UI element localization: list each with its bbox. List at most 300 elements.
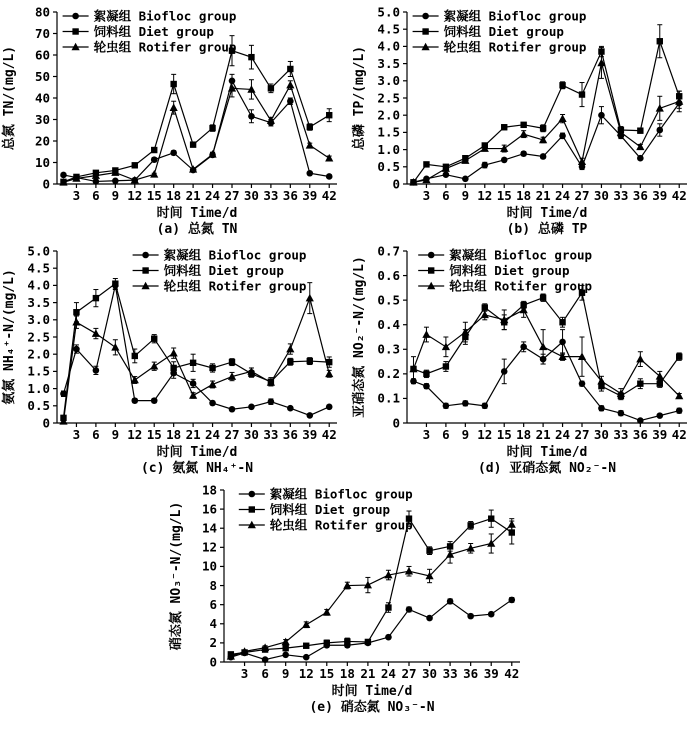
circle-marker xyxy=(287,405,294,412)
circle-marker xyxy=(73,346,80,353)
square-marker xyxy=(501,124,507,130)
x-tick-label: 30 xyxy=(593,188,609,203)
y-tick-label: 10 xyxy=(201,558,217,574)
x-tick-label: 39 xyxy=(302,427,318,442)
y-tick-label: 5.0 xyxy=(377,4,400,20)
square-marker xyxy=(559,82,565,88)
square-marker xyxy=(190,360,196,366)
series-line xyxy=(413,63,679,182)
triangle-marker xyxy=(405,567,413,575)
x-tick-label: 36 xyxy=(632,188,648,203)
y-tick-label: 0.5 xyxy=(377,292,400,308)
y-tick-label: 1.5 xyxy=(377,124,400,140)
legend xyxy=(413,9,587,55)
square-marker xyxy=(142,267,148,273)
circle-marker xyxy=(229,406,236,413)
triangle-marker xyxy=(72,318,80,326)
x-tick-label: 33 xyxy=(613,188,629,203)
chart-d-xlabel: 时间 Time/d xyxy=(506,445,588,460)
x-tick-label: 42 xyxy=(504,666,520,681)
legend xyxy=(418,248,592,294)
legend-label: 饲料组 Diet group xyxy=(93,24,214,39)
y-tick-label: 0.2 xyxy=(377,366,400,382)
circle-marker xyxy=(268,398,275,405)
circle-marker xyxy=(423,383,430,390)
y-tick-label: 4.5 xyxy=(377,21,400,37)
x-tick-label: 42 xyxy=(671,427,687,442)
square-marker xyxy=(151,336,157,342)
x-tick-label: 15 xyxy=(146,427,162,442)
x-tick-label: 6 xyxy=(92,427,100,442)
chart-panel-c xyxy=(0,241,350,480)
x-tick-label: 39 xyxy=(483,666,499,681)
circle-marker xyxy=(520,344,527,351)
chart-e-caption: (e) 硝态氮 NO₃⁻-N xyxy=(309,700,435,715)
triangle-marker xyxy=(325,370,333,378)
x-tick-label: 39 xyxy=(652,427,668,442)
square-marker xyxy=(324,640,330,646)
series-triangle xyxy=(59,283,333,425)
series-line xyxy=(231,600,512,660)
square-marker xyxy=(385,604,391,610)
square-marker xyxy=(170,365,176,371)
x-tick-label: 21 xyxy=(185,188,201,203)
triangle-marker xyxy=(636,355,644,363)
circle-marker xyxy=(501,157,508,164)
circle-marker xyxy=(481,162,488,169)
legend-label: 轮虫组 Rotifer group xyxy=(449,278,593,294)
y-tick-label: 4.0 xyxy=(377,38,400,54)
y-tick-label: 18 xyxy=(201,482,217,498)
triangle-marker xyxy=(286,81,294,89)
triangle-marker xyxy=(150,362,158,370)
circle-marker xyxy=(142,252,149,259)
x-tick-label: 24 xyxy=(380,666,396,681)
figure-row-1 xyxy=(0,2,700,241)
legend xyxy=(63,9,237,55)
y-tick-label: 4.0 xyxy=(27,277,50,293)
x-tick-label: 24 xyxy=(205,427,221,442)
y-tick-label: 0.5 xyxy=(27,398,50,414)
circle-marker xyxy=(618,410,625,417)
circle-marker xyxy=(248,404,255,411)
figure-row-3 xyxy=(0,480,700,719)
legend-label: 絮凝组 Biofloc group xyxy=(443,8,587,24)
square-marker xyxy=(423,161,429,167)
triangle-marker xyxy=(558,114,566,122)
x-tick-label: 33 xyxy=(263,188,279,203)
y-tick-label: 80 xyxy=(34,4,50,20)
chart-e-xlabel: 时间 Time/d xyxy=(331,684,413,699)
square-marker xyxy=(287,66,293,72)
legend-label: 絮凝组 Biofloc group xyxy=(449,247,593,263)
circle-marker xyxy=(170,150,177,157)
triangle-marker xyxy=(325,154,333,162)
y-tick-label: 2.5 xyxy=(27,329,50,345)
circle-marker xyxy=(303,654,310,661)
legend-label: 絮凝组 Biofloc group xyxy=(163,247,307,263)
square-marker xyxy=(326,112,332,118)
chart-a-caption: (a) 总氮 TN xyxy=(156,222,238,237)
square-marker xyxy=(73,309,79,315)
circle-marker xyxy=(579,380,586,387)
square-marker xyxy=(190,141,196,147)
y-axis-label: 亚硝态氮 NO₂⁻-N/(mg/L) xyxy=(352,256,367,418)
circle-marker xyxy=(426,615,433,622)
chart-b-caption: (b) 总磷 TP xyxy=(506,222,588,237)
y-tick-label: 0.1 xyxy=(377,390,400,406)
y-tick-label: 1.0 xyxy=(377,141,400,157)
x-tick-label: 39 xyxy=(652,188,668,203)
x-tick-label: 12 xyxy=(127,427,143,442)
square-marker xyxy=(307,124,313,130)
x-tick-label: 27 xyxy=(574,427,590,442)
square-marker xyxy=(229,359,235,365)
y-tick-label: 1.5 xyxy=(27,363,50,379)
triangle-marker xyxy=(508,520,516,528)
legend-label: 饲料组 Diet group xyxy=(449,263,570,278)
square-marker xyxy=(637,380,643,386)
x-tick-label: 9 xyxy=(111,427,120,442)
x-tick-label: 21 xyxy=(360,666,376,681)
triangle-marker xyxy=(150,170,158,178)
y-tick-label: 2.0 xyxy=(27,346,50,362)
x-tick-label: 36 xyxy=(282,188,298,203)
square-marker xyxy=(209,365,215,371)
square-marker xyxy=(132,162,138,168)
chart-b-canvas xyxy=(350,2,700,206)
legend-label: 轮虫组 Rotifer group xyxy=(163,278,307,294)
x-tick-label: 3 xyxy=(240,666,249,681)
y-tick-label: 0 xyxy=(392,415,400,431)
chart-a-xlabel: 时间 Time/d xyxy=(156,206,238,221)
legend-label: 絮凝组 Biofloc group xyxy=(93,8,237,24)
x-tick-label: 21 xyxy=(535,427,551,442)
circle-marker xyxy=(443,171,450,178)
x-tick-label: 27 xyxy=(574,188,590,203)
circle-marker xyxy=(462,176,469,183)
chart-b-xlabel: 时间 Time/d xyxy=(506,206,588,221)
circle-marker xyxy=(422,13,429,20)
chart-panel-e xyxy=(167,480,533,719)
x-tick-label: 33 xyxy=(613,427,629,442)
circle-marker xyxy=(481,403,488,410)
circle-marker xyxy=(656,412,663,419)
triangle-marker xyxy=(636,143,644,151)
x-tick-label: 18 xyxy=(516,427,532,442)
square-marker xyxy=(428,267,434,273)
circle-marker xyxy=(306,412,313,419)
circle-marker xyxy=(488,611,495,618)
circle-marker xyxy=(60,172,67,179)
circle-marker xyxy=(151,156,158,163)
circle-marker xyxy=(131,397,138,404)
x-tick-label: 30 xyxy=(422,666,438,681)
square-marker xyxy=(637,127,643,133)
circle-marker xyxy=(508,597,515,604)
chart-c-caption: (c) 氨氮 NH₄⁺-N xyxy=(140,461,254,476)
square-marker xyxy=(559,319,565,325)
square-marker xyxy=(93,295,99,301)
circle-marker xyxy=(676,407,683,414)
circle-marker xyxy=(559,133,566,140)
circle-marker xyxy=(385,634,392,641)
triangle-marker xyxy=(520,130,528,138)
chart-d-caption: (d) 亚硝态氮 NO₂⁻-N xyxy=(477,461,617,476)
circle-marker xyxy=(520,150,527,157)
y-tick-label: 8 xyxy=(209,577,217,593)
circle-marker xyxy=(406,606,413,613)
triangle-marker xyxy=(170,103,178,111)
y-tick-label: 3.0 xyxy=(27,312,50,328)
x-tick-label: 18 xyxy=(166,188,182,203)
figure-row-2 xyxy=(0,241,700,480)
y-tick-label: 10 xyxy=(34,154,50,170)
x-tick-label: 3 xyxy=(422,427,431,442)
chart-panel-d xyxy=(350,241,700,480)
x-tick-label: 9 xyxy=(461,427,470,442)
x-tick-label: 18 xyxy=(166,427,182,442)
legend xyxy=(133,248,307,294)
y-axis-label: 氨氮 NH₄⁺-N/(mg/L) xyxy=(2,269,17,405)
circle-marker xyxy=(501,368,508,375)
square-marker xyxy=(488,515,494,521)
square-marker xyxy=(365,639,371,645)
series-triangle xyxy=(227,519,516,660)
legend xyxy=(239,487,413,533)
chart-a-canvas xyxy=(0,2,350,206)
triangle-marker xyxy=(302,620,310,628)
y-tick-label: 2.0 xyxy=(377,107,400,123)
triangle-marker xyxy=(442,343,450,351)
square-marker xyxy=(170,81,176,87)
x-tick-label: 36 xyxy=(463,666,479,681)
y-tick-label: 2.5 xyxy=(377,90,400,106)
y-tick-label: 50 xyxy=(34,68,50,84)
y-tick-label: 5.0 xyxy=(27,243,50,259)
y-tick-label: 60 xyxy=(34,47,50,63)
circle-marker xyxy=(190,380,197,387)
square-marker xyxy=(540,125,546,131)
x-tick-label: 21 xyxy=(185,427,201,442)
circle-marker xyxy=(151,397,158,404)
x-tick-label: 15 xyxy=(146,188,162,203)
triangle-marker xyxy=(422,330,430,338)
triangle-marker xyxy=(306,141,314,149)
x-tick-label: 24 xyxy=(205,188,221,203)
square-marker xyxy=(249,506,255,512)
circle-marker xyxy=(248,113,255,120)
x-tick-label: 36 xyxy=(282,427,298,442)
y-tick-label: 3.5 xyxy=(27,294,50,310)
triangle-marker xyxy=(189,391,197,399)
circle-marker xyxy=(287,98,294,105)
circle-marker xyxy=(637,155,644,162)
y-tick-label: 0 xyxy=(42,415,50,431)
y-tick-label: 40 xyxy=(34,90,50,106)
square-marker xyxy=(657,38,663,44)
circle-marker xyxy=(447,598,454,605)
circle-marker xyxy=(637,417,644,424)
x-tick-label: 3 xyxy=(72,188,81,203)
x-tick-label: 24 xyxy=(555,427,571,442)
square-marker xyxy=(287,359,293,365)
series-line xyxy=(231,519,512,655)
triangle-marker xyxy=(111,343,119,351)
x-tick-label: 6 xyxy=(261,666,269,681)
circle-marker xyxy=(209,400,216,407)
chart-c-canvas xyxy=(0,241,350,445)
y-tick-label: 16 xyxy=(201,501,217,517)
y-tick-label: 1.0 xyxy=(27,380,50,396)
square-marker xyxy=(209,125,215,131)
square-marker xyxy=(520,122,526,128)
x-tick-label: 6 xyxy=(442,427,450,442)
x-tick-label: 15 xyxy=(496,427,512,442)
triangle-marker xyxy=(208,380,216,388)
legend-label: 饲料组 Diet group xyxy=(163,263,284,278)
x-tick-label: 9 xyxy=(281,666,290,681)
chart-panel-a xyxy=(0,2,350,241)
x-tick-label: 33 xyxy=(442,666,458,681)
x-tick-label: 30 xyxy=(593,427,609,442)
legend-label: 轮虫组 Rotifer group xyxy=(93,39,237,55)
x-tick-label: 30 xyxy=(243,427,259,442)
square-marker xyxy=(151,147,157,153)
y-tick-label: 20 xyxy=(34,133,50,149)
circle-marker xyxy=(598,405,605,412)
x-tick-label: 36 xyxy=(632,427,648,442)
triangle-marker xyxy=(306,294,314,302)
y-tick-label: 0 xyxy=(42,176,50,192)
square-marker xyxy=(132,353,138,359)
legend-label: 饲料组 Diet group xyxy=(269,502,391,517)
square-marker xyxy=(282,645,288,651)
x-tick-label: 21 xyxy=(535,188,551,203)
x-tick-label: 12 xyxy=(127,188,143,203)
circle-marker xyxy=(93,367,100,374)
y-tick-label: 6 xyxy=(209,596,217,612)
triangle-marker xyxy=(92,329,100,337)
legend-label: 絮凝组 Biofloc group xyxy=(269,486,413,502)
x-tick-label: 3 xyxy=(72,427,81,442)
series-circle xyxy=(228,597,516,663)
circle-marker xyxy=(540,153,547,160)
y-tick-label: 14 xyxy=(201,520,217,536)
square-marker xyxy=(443,363,449,369)
x-tick-label: 27 xyxy=(224,427,240,442)
x-tick-label: 33 xyxy=(263,427,279,442)
chart-c-xlabel: 时间 Time/d xyxy=(156,445,238,460)
legend-label: 轮虫组 Rotifer group xyxy=(443,39,587,55)
x-tick-label: 18 xyxy=(339,666,355,681)
triangle-marker xyxy=(170,349,178,357)
x-tick-label: 9 xyxy=(461,188,470,203)
y-axis-label: 总氮 TN/(mg/L) xyxy=(2,45,17,151)
x-tick-label: 12 xyxy=(477,427,493,442)
circle-marker xyxy=(249,491,256,498)
x-tick-label: 42 xyxy=(671,188,687,203)
x-tick-label: 15 xyxy=(496,188,512,203)
circle-marker xyxy=(282,652,289,659)
x-tick-label: 39 xyxy=(302,188,318,203)
square-marker xyxy=(423,371,429,377)
x-tick-label: 27 xyxy=(401,666,417,681)
triangle-marker xyxy=(286,345,294,353)
y-tick-label: 0.4 xyxy=(377,317,400,333)
y-axis-label: 总磷 TP/(mg/L) xyxy=(352,45,367,151)
circle-marker xyxy=(112,177,119,184)
square-marker xyxy=(426,547,432,553)
y-tick-label: 4 xyxy=(209,616,217,632)
square-marker xyxy=(344,638,350,644)
y-tick-label: 0 xyxy=(392,176,400,192)
square-marker xyxy=(422,28,428,34)
y-tick-label: 0 xyxy=(209,654,217,670)
triangle-marker xyxy=(539,343,547,351)
y-tick-label: 0.3 xyxy=(377,341,400,357)
x-tick-label: 42 xyxy=(321,427,337,442)
circle-marker xyxy=(72,13,79,20)
circle-marker xyxy=(428,252,435,259)
y-tick-label: 0.7 xyxy=(377,243,400,259)
legend-label: 轮虫组 Rotifer group xyxy=(269,517,413,533)
x-tick-label: 42 xyxy=(321,188,337,203)
x-tick-label: 12 xyxy=(477,188,493,203)
square-marker xyxy=(303,643,309,649)
circle-marker xyxy=(326,404,333,411)
circle-marker xyxy=(93,178,100,185)
series-circle xyxy=(410,330,682,424)
x-tick-label: 18 xyxy=(516,188,532,203)
x-tick-label: 12 xyxy=(298,666,314,681)
circle-marker xyxy=(462,400,469,407)
x-tick-label: 30 xyxy=(243,188,259,203)
x-tick-label: 24 xyxy=(555,188,571,203)
y-tick-label: 70 xyxy=(34,25,50,41)
x-tick-label: 9 xyxy=(111,188,120,203)
chart-d-canvas xyxy=(350,241,700,445)
y-tick-label: 2 xyxy=(209,635,217,651)
y-tick-label: 3.0 xyxy=(377,73,400,89)
circle-marker xyxy=(326,173,333,180)
circle-marker xyxy=(306,170,313,177)
square-marker xyxy=(676,353,682,359)
y-tick-label: 0.6 xyxy=(377,267,400,283)
square-marker xyxy=(307,358,313,364)
y-tick-label: 30 xyxy=(34,111,50,127)
square-marker xyxy=(112,280,118,286)
x-tick-label: 15 xyxy=(319,666,335,681)
circle-marker xyxy=(262,656,269,663)
y-tick-label: 3.5 xyxy=(377,55,400,71)
x-tick-label: 3 xyxy=(422,188,431,203)
chart-e-canvas xyxy=(167,480,533,684)
square-marker xyxy=(467,522,473,528)
circle-marker xyxy=(598,112,605,119)
square-marker xyxy=(268,85,274,91)
y-axis-label: 硝态氮 NO₃⁻-N/(mg/L) xyxy=(169,501,184,651)
square-marker xyxy=(579,91,585,97)
square-marker xyxy=(540,294,546,300)
x-tick-label: 6 xyxy=(442,188,450,203)
y-tick-label: 4.5 xyxy=(27,260,50,276)
circle-marker xyxy=(467,613,474,620)
chart-panel-b xyxy=(350,2,700,241)
circle-marker xyxy=(443,403,450,410)
circle-marker xyxy=(559,339,566,346)
triangle-marker xyxy=(131,376,139,384)
